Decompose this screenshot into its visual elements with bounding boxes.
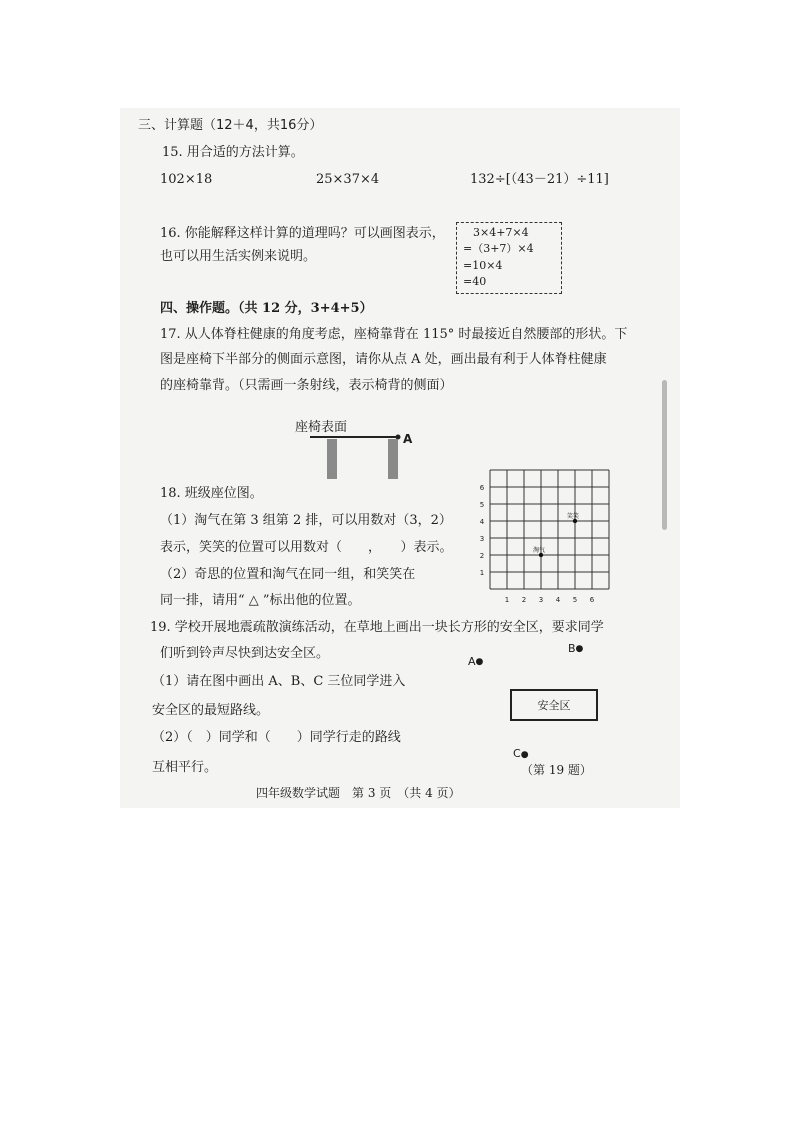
q17-line2: 图是座椅下半部分的侧面示意图，请你从点 A 处，画出最有利于人体脊柱健康 [160,352,607,367]
y-tick-label: 2 [479,552,485,560]
q16-line1: 16. 你能解释这样计算的道理吗？可以画图表示， [160,226,445,241]
section4-heading: 四、操作题。（共 12 分，3+4+5） [160,301,373,316]
q19-line1: 19. 学校开展地震疏散演练活动，在草地上画出一块长方形的安全区，要求同学 [150,620,604,635]
q18-line1: （1）淘气在第 3 组第 2 排，可以用数对（3，2） [160,513,452,528]
y-tick-label: 6 [479,484,485,492]
seat-point-label: 淘气 [532,547,546,554]
seat-point-label: 笑笑 [566,513,580,520]
point-b-student: B● [568,642,584,655]
q16-calc-box [456,222,562,294]
q16-box-line: 3×4+7×4 [473,226,529,239]
q19-line6: 互相平行。 [152,760,218,775]
scrollbar[interactable] [662,380,667,530]
y-tick-label: 5 [479,501,485,509]
q16-line2: 也可以用生活实例来说明。 [160,249,317,264]
point-a-student: A● [468,655,484,668]
q16-box-line: =40 [463,275,487,288]
seat-surface-label: 座椅表面 [295,420,348,435]
chair-leg [388,439,398,479]
seat-grid [474,462,616,610]
point-c-student: C● [513,747,529,760]
x-tick-label: 2 [521,596,527,604]
chair-diagram [300,430,420,482]
point-a-dot [396,435,401,440]
x-tick-label: 5 [572,596,578,604]
q19-caption: （第 19 题） [521,763,592,777]
q15-prompt: 15. 用合适的方法计算。 [162,145,304,160]
x-tick-label: 6 [589,596,595,604]
q18-line2: 表示，笑笑的位置可以用数对（ ， ）表示。 [160,540,453,555]
y-tick-label: 3 [479,535,485,543]
x-tick-label: 4 [555,596,561,604]
y-tick-label: 4 [479,518,485,526]
y-tick-label: 1 [479,569,485,577]
q16-box-line: =（3+7）×4 [463,242,534,255]
q17-line1: 17. 从人体脊柱健康的角度考虑，座椅靠背在 115° 时最接近自然腰部的形状。下 [160,327,628,342]
x-tick-label: 1 [504,596,510,604]
x-tick-label: 3 [538,596,544,604]
page-footer: 四年级数学试题 第 3 页 （共 4 页） [256,786,461,800]
safe-zone-label: 安全区 [537,699,571,712]
q19-line5: （2）（ ）同学和（ ）同学行走的路线 [152,730,401,745]
q15-expr3: 132÷[（43－21）÷11] [470,172,609,187]
q16-box-line: =10×4 [463,259,503,272]
safe-zone-box [510,689,598,721]
q15-expr1: 102×18 [160,172,213,187]
q18-line4: 同一排，请用“ △ ”标出他的位置。 [160,593,361,608]
q19-line3: （1）请在图中画出 A、B、C 三位同学进入 [152,674,406,689]
section3-heading: 三、计算题（12＋4，共16分） [138,118,323,133]
q18-title: 18. 班级座位图。 [160,486,263,501]
point-a-label: A [403,432,413,446]
chair-leg [327,439,337,479]
q18-line3: （2）奇思的位置和淘气在同一组，和笑笑在 [160,567,416,582]
q19-line2: 们听到铃声尽快到达安全区。 [160,646,330,661]
q19-line4: 安全区的最短路线。 [152,703,270,718]
q15-expr2: 25×37×4 [316,172,380,187]
q17-line3: 的座椅靠背。（只需画一条射线，表示椅背的侧面） [160,378,453,393]
